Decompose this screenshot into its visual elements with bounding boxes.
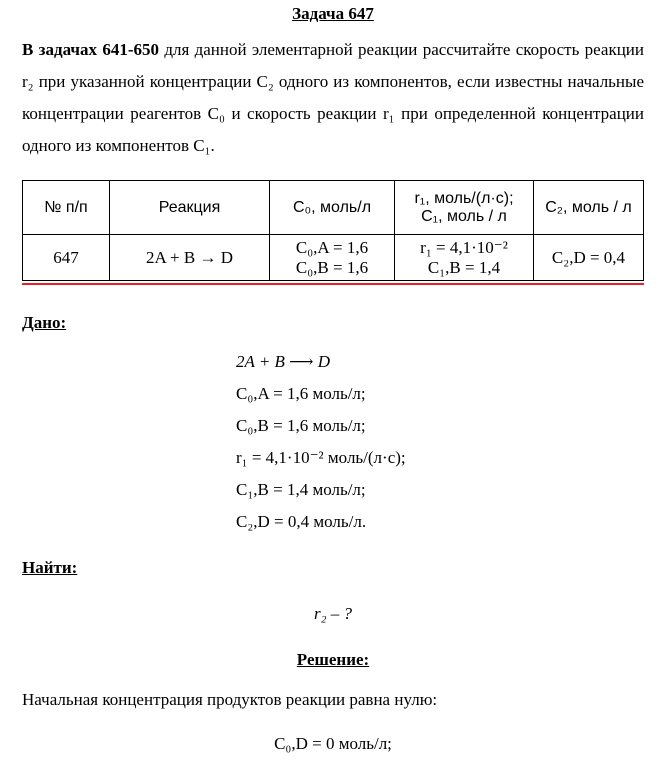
header-r1: r₁, моль/(л·с); [414,189,514,207]
cell-r1: r₁ = 4,1·10⁻² [420,237,508,257]
header-c1: C₁, моль / л [421,207,507,225]
header-c0: C₀, моль/л [270,181,395,235]
cell-c0-a: C₀,A = 1,6 [295,237,369,257]
header-num: № п/п [23,181,110,235]
given-heading: Дано: [22,313,67,332]
cell-c1: C₁,B = 1,4 [427,257,501,277]
solution-heading: Решение: [296,650,370,669]
solution-formula: C₀,D = 0 моль/л; [274,734,392,753]
red-underline [22,283,644,285]
table-row [23,235,644,281]
cell-num: 647 [23,235,110,281]
task-intro [22,34,644,162]
solution-text: Начальная концентрация продуктов реакции равна нулю: [22,690,438,709]
given-line-c1b: C₁,B = 1,4 моль/л; [236,480,366,499]
cell-c0-b: C₀,B = 1,6 [295,257,369,277]
intro-text: для данной элементарной реакции рассчитайте скорость реакции r₂ при указанной концентрации C₂ одного из компонентов, если известны начальные концентрации реагентов C₀ и скорость реакции r₁ при определенной концентрации одного из компонентов C₁. [22,40,645,155]
task-title: Задача 647 [292,4,374,23]
table-header-row [23,181,644,235]
find-value: r₂ – ? [313,604,353,623]
cell-reaction: 2A + B → D [110,235,270,281]
cell-r1-c1 [395,235,534,281]
given-line-c0b: C₀,B = 1,6 моль/л; [236,416,366,435]
task-table [22,180,644,281]
given-line-c0a: C₀,A = 1,6 моль/л; [236,384,366,403]
cell-c0 [270,235,395,281]
header-c2: C₂, моль / л [534,181,644,235]
given-line-reaction: 2A + B ⟶ D [236,352,331,371]
intro-lead: В задачах 641-650 [22,40,159,59]
given-line-r1: r₁ = 4,1·10⁻² моль/(л·с); [236,448,406,467]
given-line-c2d: C₂,D = 0,4 моль/л. [236,512,367,531]
header-r1-c1 [395,181,534,235]
header-reaction: Реакция [110,181,270,235]
cell-c2: C₂,D = 0,4 [534,235,644,281]
find-heading: Найти: [22,558,78,577]
